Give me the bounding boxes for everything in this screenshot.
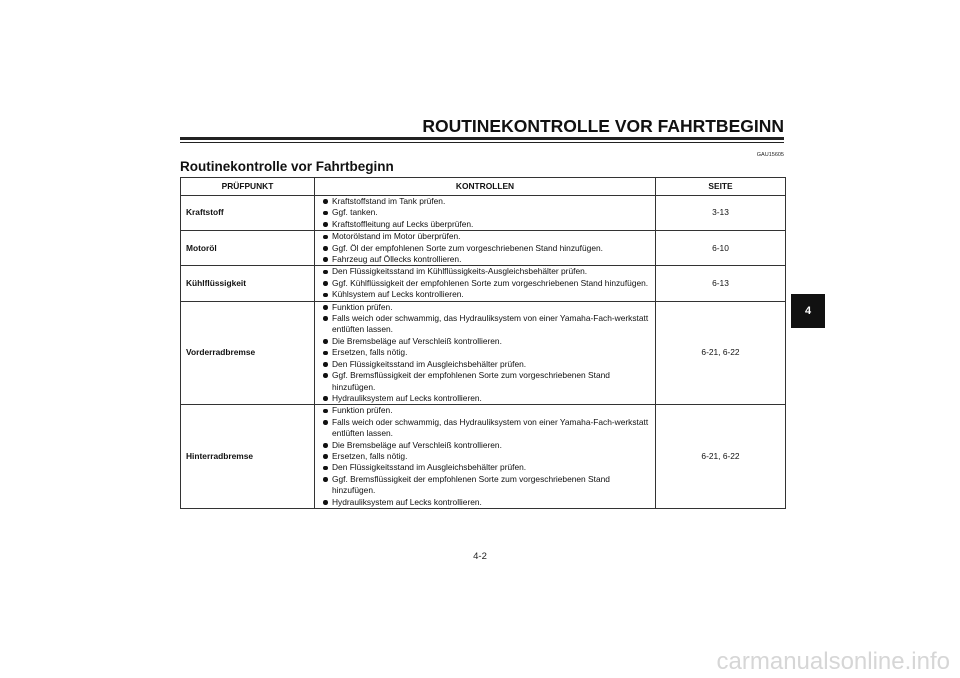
check-item: Hydrauliksystem auf Lecks kontrollieren. <box>322 497 650 508</box>
check-item: Funktion prüfen. <box>322 405 650 416</box>
document-code: GAU15605 <box>756 152 784 158</box>
checks-cell <box>315 405 656 509</box>
check-item: Ggf. Öl der empfohlenen Sorte zum vorgeschriebenen Stand hinzufügen. <box>322 243 650 254</box>
section-title: Routinekontrolle vor Fahrtbeginn <box>180 159 394 174</box>
table-header-row <box>181 178 786 196</box>
checks-cell <box>315 231 656 266</box>
check-item: Kraftstoffleitung auf Lecks überprüfen. <box>322 219 650 230</box>
inspection-table <box>180 177 786 509</box>
check-item: Ggf. Kühlflüssigkeit der empfohlenen Sorte zum vorgeschriebenen Stand hinzufügen. <box>322 278 650 289</box>
column-header-checks: KONTROLLEN <box>315 178 656 196</box>
check-item: Falls weich oder schwammig, das Hydrauliksystem von einer Yamaha-Fach-werkstatt entlüften lassen. <box>322 313 650 336</box>
point-cell: Motoröl <box>181 231 315 266</box>
point-cell: Kühlflüssigkeit <box>181 266 315 301</box>
check-item: Fahrzeug auf Öllecks kontrollieren. <box>322 254 650 265</box>
check-item: Ggf. tanken. <box>322 207 650 218</box>
watermark: carmanualsonline.info <box>716 648 950 675</box>
table-row <box>181 405 786 509</box>
check-item: Die Bremsbeläge auf Verschleiß kontrollieren. <box>322 336 650 347</box>
check-item: Den Flüssigkeitsstand im Ausgleichsbehälter prüfen. <box>322 462 650 473</box>
check-item: Ggf. Bremsflüssigkeit der empfohlenen Sorte zum vorgeschriebenen Stand hinzufügen. <box>322 474 650 497</box>
table-row <box>181 231 786 266</box>
checks-cell <box>315 301 656 405</box>
check-list <box>320 302 650 405</box>
column-header-point: PRÜFPUNKT <box>181 178 315 196</box>
header-rule-thin <box>180 142 784 143</box>
check-item: Ersetzen, falls nötig. <box>322 451 650 462</box>
check-list <box>320 266 650 300</box>
check-item: Kühlsystem auf Lecks kontrollieren. <box>322 289 650 300</box>
check-item: Kraftstoffstand im Tank prüfen. <box>322 196 650 207</box>
table-row <box>181 196 786 231</box>
check-list <box>320 196 650 230</box>
check-item: Funktion prüfen. <box>322 302 650 313</box>
page-cell: 6-10 <box>656 231 786 266</box>
check-item: Falls weich oder schwammig, das Hydrauliksystem von einer Yamaha-Fach-werkstatt entlüften lassen. <box>322 417 650 440</box>
page-number: 4-2 <box>473 551 487 562</box>
table-row <box>181 301 786 405</box>
point-cell: Vorderradbremse <box>181 301 315 405</box>
column-header-page: SEITE <box>656 178 786 196</box>
header-rule-thick <box>180 137 784 140</box>
page-cell: 3-13 <box>656 196 786 231</box>
check-item: Den Flüssigkeitsstand im Kühlflüssigkeits-Ausgleichsbehälter prüfen. <box>322 266 650 277</box>
check-list <box>320 231 650 265</box>
chapter-tab: 4 <box>791 294 825 328</box>
check-item: Motorölstand im Motor überprüfen. <box>322 231 650 242</box>
check-item: Ersetzen, falls nötig. <box>322 347 650 358</box>
page-cell: 6-13 <box>656 266 786 301</box>
check-list <box>320 405 650 508</box>
page-header-title: ROUTINEKONTROLLE VOR FAHRTBEGINN <box>422 116 784 136</box>
page-cell: 6-21, 6-22 <box>656 405 786 509</box>
page-cell: 6-21, 6-22 <box>656 301 786 405</box>
point-cell: Hinterradbremse <box>181 405 315 509</box>
check-item: Hydrauliksystem auf Lecks kontrollieren. <box>322 393 650 404</box>
point-cell: Kraftstoff <box>181 196 315 231</box>
check-item: Die Bremsbeläge auf Verschleiß kontrollieren. <box>322 440 650 451</box>
check-item: Ggf. Bremsflüssigkeit der empfohlenen Sorte zum vorgeschriebenen Stand hinzufügen. <box>322 370 650 393</box>
checks-cell <box>315 196 656 231</box>
checks-cell <box>315 266 656 301</box>
table-row <box>181 266 786 301</box>
check-item: Den Flüssigkeitsstand im Ausgleichsbehälter prüfen. <box>322 359 650 370</box>
